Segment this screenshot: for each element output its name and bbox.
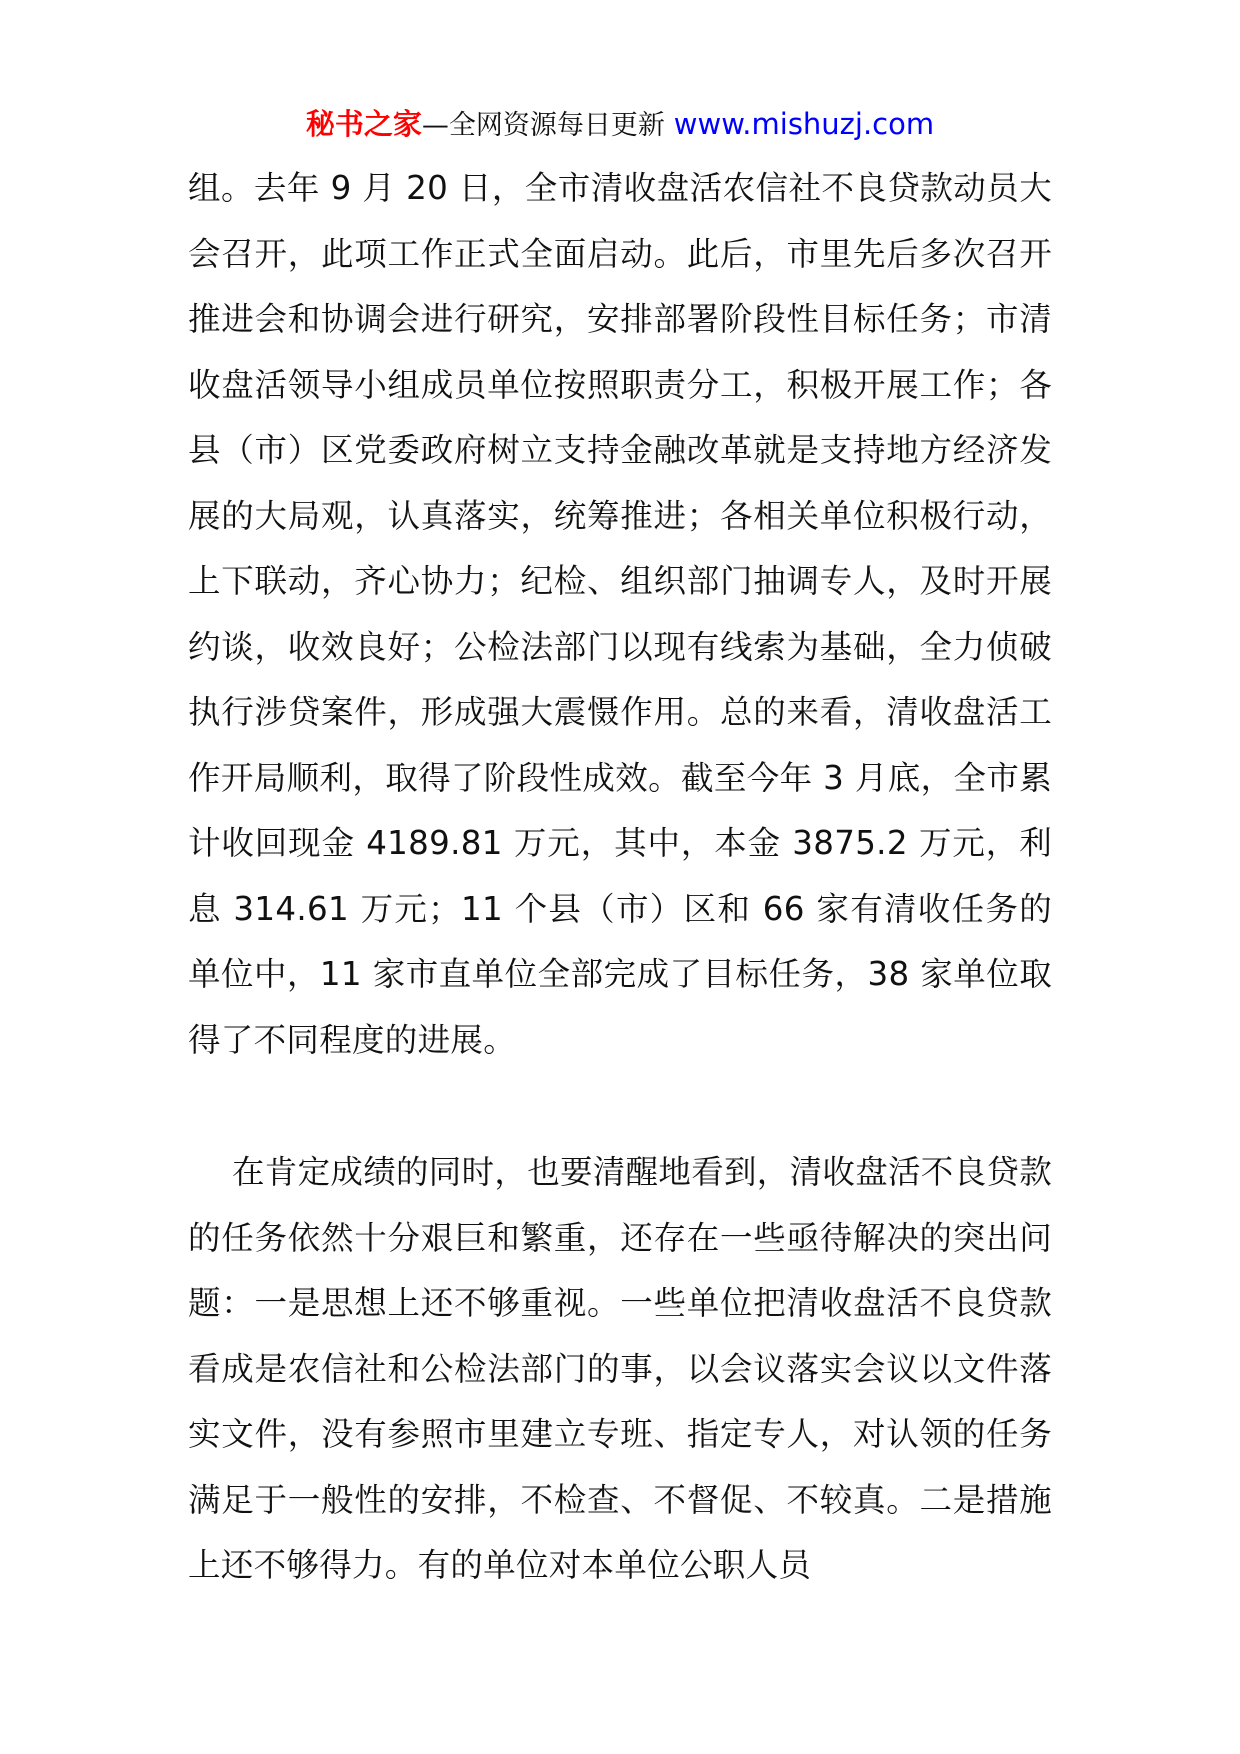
site-brand: 秘书之家 — [305, 107, 422, 141]
body-paragraph: 在肯定成绩的同时，也要清醒地看到，清收盘活不良贷款的任务依然十分艰巨和繁重，还存在一些亟待解决的突出问题：一是思想上还不够重视。一些单位把清收盘活不良贷款看成是农信社和公检法部门的事，以会议落实会议以文件落实文件，没有参照市里建立专班、指定专人，对认领的任务满足于一般性的安排，不检查、不督促、不较真。二是措施上还不够得力。有的单位对本单位公职人员 — [188, 1153, 1053, 1584]
site-slogan: —全网资源每日更新 — [421, 110, 665, 141]
body-paragraph: 组。去年 9 月 20 日，全市清收盘活农信社不良贷款动员大会召开，此项工作正式全面启动。此后，市里先后多次召开推进会和协调会进行研究，安排部署阶段性目标任务；市清收盘活领导小组成员单位按照职责分工，积极开展工作；各县（市）区党委政府树立支持金融改革就是支持地方经济发展的大局观，认真落实，统筹推进；各相关单位积极行动，上下联动，齐心协力；纪检、组织部门抽调专人，及时开展约谈，收效良好；公检法部门以现有线索为基础，全力侦破执行涉贷案件，形成强大震慑作用。总的来看，清收盘活工作开局顺利，取得了阶段性成效。截至今年 3 月底，全市累计收回现金 4189.81 万元，其中，本金 3875.2 万元，利息 314.61 万元；11 个县（市）区和 66 家有清收任务的单位中，11 家市直单位全部完成了目标任务，38 家单位取得了不同程度的进展。 — [188, 169, 1052, 1059]
site-url-link[interactable]: www.mishuzj.com — [673, 107, 935, 141]
site-header — [0, 102, 1240, 148]
